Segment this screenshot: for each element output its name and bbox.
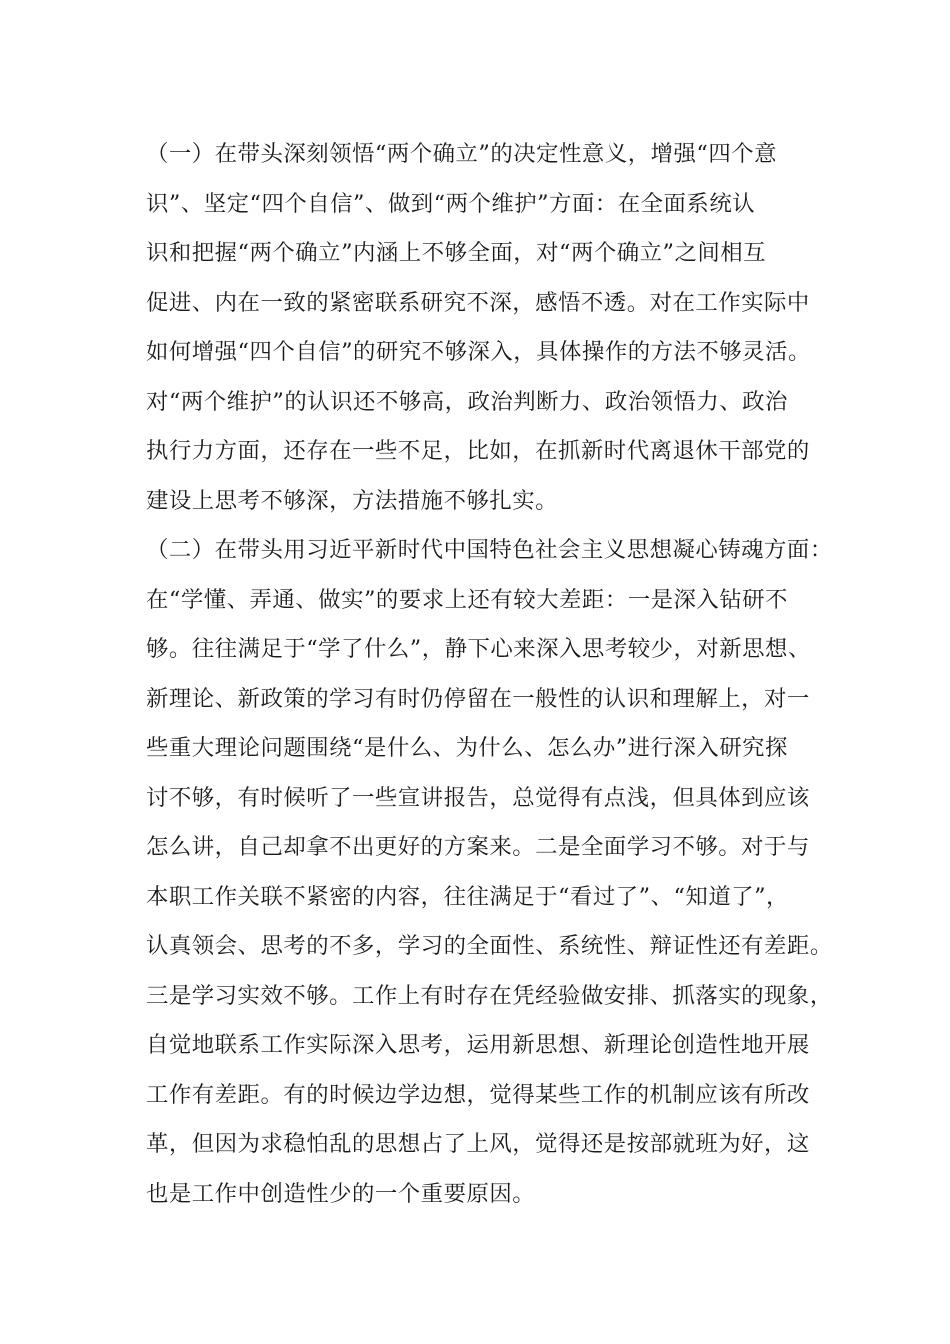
text-line: 识”、坚定“四个自信”、做到“两个维护”方面：在全面系统认 bbox=[146, 190, 756, 217]
text-line: 促进、内在一致的紧密联系研究不深，感悟不透。对在工作实际中 bbox=[146, 289, 810, 316]
text-line: 本职工作关联不紧密的内容，往往满足于“看过了”、“知道了”， bbox=[146, 883, 789, 910]
text-line: 认真领会、思考的不多，学习的全面性、系统性、辩证性还有差距。 bbox=[146, 933, 833, 959]
text-line: 如何增强“四个自信”的研究不够深入，具体操作的方法不够灵活。 bbox=[146, 339, 811, 365]
text-line: 识和把握“两个确立”内涵上不够全面，对“两个确立”之间相互 bbox=[146, 240, 767, 266]
body-text bbox=[146, 130, 836, 1219]
text-line: 建设上思考不够深，方法措施不够扎实。 bbox=[146, 487, 559, 514]
text-line: 在“学懂、弄通、做实”的要求上还有较大差距：一是深入钻研不 bbox=[146, 586, 788, 613]
text-line: 些重大理论问题围绕“是什么、为什么、怎么办”进行深入研究探 bbox=[146, 735, 788, 761]
text-line: 执行力方面，还存在一些不足，比如，在抓新时代离退休干部党的 bbox=[146, 438, 810, 464]
text-line: 自觉地联系工作实际深入思考，运用新思想、新理论创造性地开展 bbox=[146, 1032, 810, 1058]
text-line: 新理论、新政策的学习有时仍停留在一般性的认识和理解上，对一 bbox=[146, 685, 810, 712]
text-line: 对“两个维护”的认识还不够高，政治判断力、政治领悟力、政治 bbox=[146, 388, 788, 415]
text-line: 工作有差距。有的时候边学边想，觉得某些工作的机制应该有所改 bbox=[146, 1081, 810, 1108]
text-line: 也是工作中创造性少的一个重要原因。 bbox=[146, 1180, 536, 1207]
text-line: （一）在带头深刻领悟“两个确立”的决定性意义，增强“四个意 bbox=[146, 141, 777, 167]
text-line: 够。往往满足于“学了什么”，静下心来深入思考较少，对新思想、 bbox=[146, 636, 811, 662]
text-line: （二）在带头用习近平新时代中国特色社会主义思想凝心铸魂方面： bbox=[146, 537, 833, 563]
text-line: 革，但因为求稳怕乱的思想占了上风，觉得还是按部就班为好，这 bbox=[146, 1131, 810, 1157]
text-line: 讨不够，有时候听了一些宣讲报告，总觉得有点浅，但具体到应该 bbox=[146, 784, 810, 811]
text-line: 怎么讲，自己却拿不出更好的方案来。二是全面学习不够。对于与 bbox=[146, 834, 810, 860]
text-line: 三是学习实效不够。工作上有时存在凭经验做安排、抓落实的现象， bbox=[146, 982, 833, 1009]
